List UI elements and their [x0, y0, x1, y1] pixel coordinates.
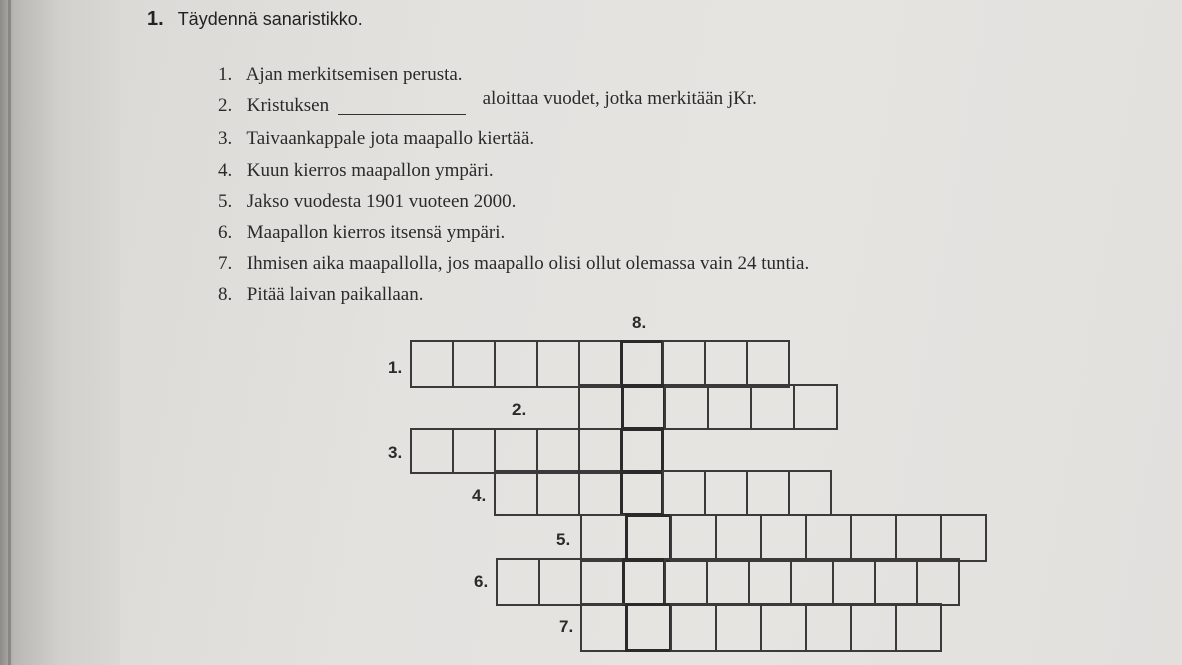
crossword-cell[interactable] [805, 514, 852, 562]
crossword-cell[interactable] [790, 558, 834, 606]
crossword-cell[interactable] [715, 603, 762, 652]
clue-text: Taivaankappale jota maapallo kiertää. [246, 128, 535, 149]
crossword-cell[interactable] [622, 558, 666, 606]
crossword-cell[interactable] [746, 340, 790, 388]
row-label-6: 6. [474, 572, 489, 591]
crossword-cell[interactable] [625, 603, 672, 652]
crossword-cell[interactable] [620, 340, 664, 388]
crossword-cell[interactable] [578, 340, 622, 388]
crossword-cell[interactable] [707, 384, 752, 430]
crossword-cell[interactable] [662, 340, 706, 388]
crossword-cell[interactable] [750, 384, 795, 430]
crossword-cell[interactable] [578, 428, 622, 474]
crossword-cell[interactable] [832, 558, 876, 606]
crossword-cell[interactable] [850, 514, 897, 562]
clue-text: Pitää laivan paikallaan. [246, 284, 424, 305]
crossword-cell[interactable] [578, 470, 622, 516]
clue-text-before: Kristuksen [246, 95, 330, 116]
crossword-cell[interactable] [452, 340, 496, 388]
crossword-cell[interactable] [452, 428, 496, 474]
crossword-cell[interactable] [664, 558, 708, 606]
crossword-cell[interactable] [494, 340, 538, 388]
crossword-cell[interactable] [895, 514, 942, 562]
crossword-cell[interactable] [494, 428, 538, 474]
crossword-cell[interactable] [538, 558, 582, 606]
crossword-cell[interactable] [715, 514, 762, 562]
crossword-cell[interactable] [494, 470, 538, 516]
crossword-cell[interactable] [536, 340, 580, 388]
crossword-cell[interactable] [410, 428, 454, 474]
crossword-cell[interactable] [578, 384, 623, 430]
clue-text: Maapallon kierros itsensä ympäri. [246, 222, 506, 243]
crossword-cell[interactable] [940, 514, 987, 562]
crossword-cell[interactable] [850, 603, 897, 652]
crossword-cell[interactable] [580, 603, 627, 652]
crossword-cell[interactable] [620, 470, 664, 516]
clue-number: 8. [218, 284, 233, 305]
crossword-cell[interactable] [670, 514, 717, 562]
clue-text: Jakso vuodesta 1901 vuoteen 2000. [246, 191, 517, 212]
crossword-cell[interactable] [748, 558, 792, 606]
clue-number: 1. [218, 64, 233, 85]
row-label-3: 3. [388, 443, 403, 462]
exercise-title: Täydennä sanaristikko. [177, 9, 363, 29]
crossword-cell[interactable] [536, 470, 580, 516]
crossword-cell[interactable] [874, 558, 918, 606]
row-label-1: 1. [388, 358, 403, 377]
crossword-cell[interactable] [805, 603, 852, 652]
row-label-5: 5. [556, 530, 571, 549]
exercise-number: 1. [147, 8, 164, 30]
row-label-4: 4. [472, 486, 487, 505]
crossword-cell[interactable] [662, 470, 706, 516]
row-label-2: 2. [512, 400, 527, 419]
clue-text: Kuun kierros maapallon ympäri. [246, 160, 494, 181]
crossword-cell[interactable] [621, 384, 666, 430]
clue-number: 2. [218, 95, 233, 116]
crossword-cell[interactable] [536, 428, 580, 474]
crossword-cell[interactable] [704, 470, 748, 516]
crossword-cell[interactable] [788, 470, 832, 516]
crossword-cell[interactable] [625, 514, 672, 562]
crossword-cell[interactable] [760, 603, 807, 652]
crossword-cell[interactable] [746, 470, 790, 516]
clue-text: Ihmisen aika maapallolla, jos maapallo olisi ollut olemassa vain 24 tuntia. [246, 253, 810, 274]
crossword-cell[interactable] [580, 558, 624, 606]
clue-number: 3. [218, 128, 233, 149]
clue-text-after: aloittaa vuodet, jotka merkitään jKr. [482, 88, 757, 109]
crossword-cell[interactable] [793, 384, 838, 430]
crossword-cell[interactable] [410, 340, 454, 388]
clue-number: 7. [218, 253, 233, 274]
clue-number: 4. [218, 160, 233, 181]
crossword-cell[interactable] [895, 603, 942, 652]
crossword-cell[interactable] [664, 384, 709, 430]
crossword-cell[interactable] [496, 558, 540, 606]
crossword-cell[interactable] [580, 514, 627, 562]
crossword-cell[interactable] [620, 428, 664, 474]
clue-text: Ajan merkitsemisen perusta. [245, 64, 463, 85]
crossword-cell[interactable] [706, 558, 750, 606]
row-label-7: 7. [559, 617, 574, 636]
crossword-cell[interactable] [704, 340, 748, 388]
crossword-cell[interactable] [760, 514, 807, 562]
vertical-word-label: 8. [632, 313, 647, 332]
clue-number: 6. [218, 222, 233, 243]
crossword-cell[interactable] [670, 603, 717, 652]
crossword-cell[interactable] [916, 558, 960, 606]
clue-number: 5. [218, 191, 233, 212]
